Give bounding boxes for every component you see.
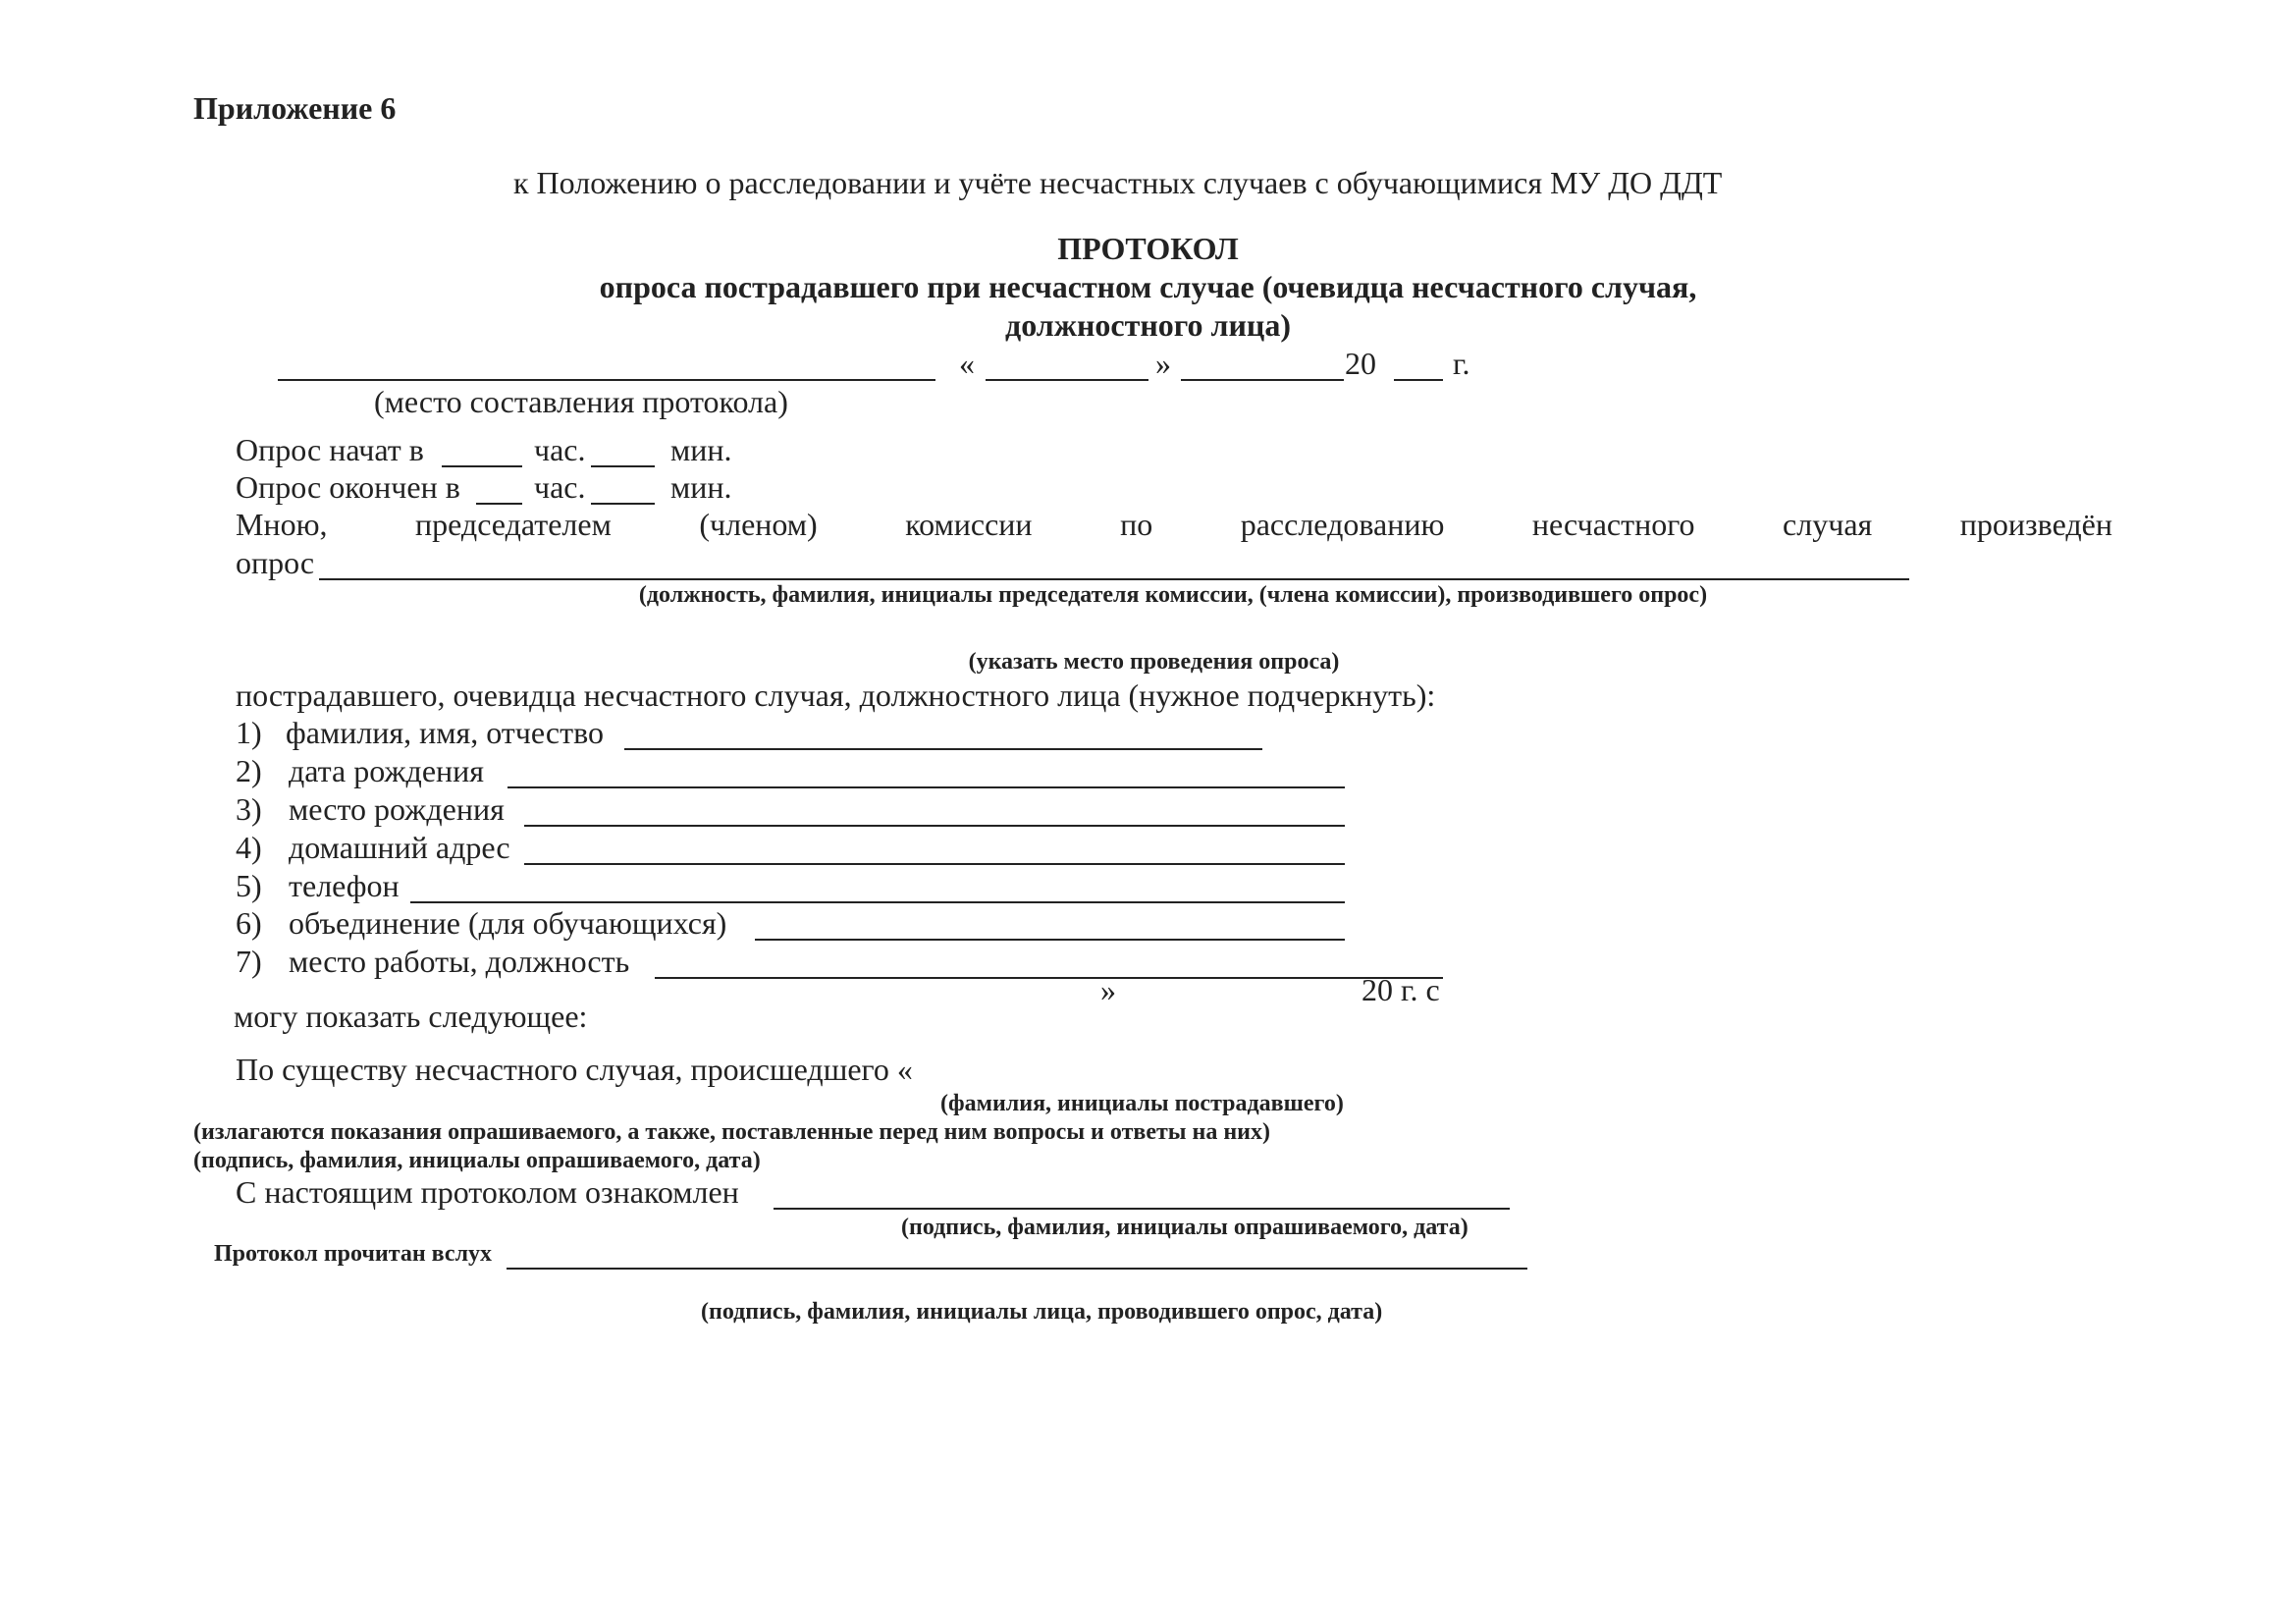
year-blank — [1394, 379, 1443, 381]
field-number: 7) — [236, 944, 262, 979]
victim-caption: (фамилия, инициалы пострадавшего) — [940, 1091, 1344, 1116]
field-birth-place-blank — [524, 825, 1345, 827]
opros-label: опрос — [236, 545, 315, 580]
interviewer-caption: (должность, фамилия, инициалы председателя комиссии, (члена комиссии), производившего опрос) — [638, 582, 1708, 608]
time-ended-label: Опрос окончен в — [236, 469, 460, 505]
field-association-label: объединение (для обучающихся) — [289, 905, 727, 941]
reference-line: к Положению о расследовании и учёте несчастных случаев с обучающимися МУ ДО ДДТ — [513, 165, 1723, 200]
can-show-text: могу показать следующее: — [234, 999, 588, 1034]
field-birth-place-label: место рождения — [289, 791, 505, 827]
month-blank — [1181, 379, 1344, 381]
field-full-name-blank — [624, 748, 1262, 750]
interviewer-word: комиссии — [905, 507, 1033, 542]
interview-place-caption: (указать место проведения опроса) — [968, 649, 1340, 675]
familiarized-text: С настоящим протоколом ознакомлен — [236, 1174, 739, 1210]
place-caption: (место составления протокола) — [374, 384, 788, 419]
appendix-label: Приложение 6 — [193, 90, 397, 126]
testimony-year-with: 20 г. с — [1362, 972, 1440, 1007]
start-minutes-blank — [591, 465, 655, 467]
field-home-address-label: домашний адрес — [289, 830, 510, 865]
interviewer-word: случая — [1783, 507, 1873, 542]
read-aloud-text: Протокол прочитан вслух — [214, 1241, 493, 1267]
field-number: 1) — [236, 715, 262, 750]
end-hours-blank — [476, 503, 522, 505]
end-hours-unit: час. — [534, 469, 586, 505]
field-number: 2) — [236, 753, 262, 788]
subject-intro: пострадавшего, очевидца несчастного случая, должностного лица (нужное подчеркнуть): — [236, 677, 1436, 713]
protocol-title: ПРОТОКОЛ — [1057, 231, 1239, 266]
interviewer-word: расследованию — [1240, 507, 1445, 542]
start-hours-blank — [442, 465, 522, 467]
date-close-quote: » — [1155, 346, 1171, 381]
interviewer-word: Мною, — [236, 507, 328, 542]
interviewee-signature-caption: (подпись, фамилия, инициалы опрашиваемого, дата) — [193, 1148, 761, 1173]
field-number: 5) — [236, 868, 262, 903]
field-birth-date-blank — [507, 786, 1345, 788]
interviewer-word: несчастного — [1531, 507, 1695, 542]
read-aloud-caption: (подпись, фамилия, инициалы лица, проводившего опрос, дата) — [701, 1299, 1383, 1325]
field-full-name-label: фамилия, имя, отчество — [286, 715, 604, 750]
year-prefix: 20 — [1345, 346, 1376, 381]
date-open-quote: « — [959, 346, 975, 381]
field-phone-blank — [410, 901, 1345, 903]
interviewer-word: произведён — [1959, 507, 2112, 542]
interviewer-word: (членом) — [699, 507, 818, 542]
protocol-subtitle-line1: опроса пострадавшего при несчастном случае (очевидца несчастного случая, — [599, 269, 1697, 304]
interviewer-word: председателем — [415, 507, 612, 542]
field-workplace-blank — [655, 977, 1443, 979]
interviewer-blank — [319, 578, 1909, 580]
testimony-quote-close: » — [1100, 972, 1116, 1007]
time-started-label: Опрос начат в — [236, 432, 424, 467]
start-minutes-unit: мин. — [670, 432, 732, 467]
field-birth-date-label: дата рождения — [289, 753, 484, 788]
start-hours-unit: час. — [534, 432, 586, 467]
end-minutes-blank — [591, 503, 655, 505]
field-number: 3) — [236, 791, 262, 827]
essence-text: По существу несчастного случая, происшедшего « — [236, 1052, 913, 1087]
read-aloud-blank — [507, 1268, 1527, 1270]
field-home-address-blank — [524, 863, 1345, 865]
interviewer-word: по — [1120, 507, 1153, 542]
field-number: 6) — [236, 905, 262, 941]
day-blank — [986, 379, 1148, 381]
interviewer-line — [236, 507, 2112, 543]
statement-caption: (излагаются показания опрашиваемого, а также, поставленные перед ним вопросы и ответы на них) — [193, 1119, 1270, 1145]
familiarized-blank — [774, 1208, 1510, 1210]
familiarized-caption: (подпись, фамилия, инициалы опрашиваемого, дата) — [901, 1215, 1468, 1240]
field-number: 4) — [236, 830, 262, 865]
field-phone-label: телефон — [289, 868, 400, 903]
field-association-blank — [755, 939, 1345, 941]
end-minutes-unit: мин. — [670, 469, 732, 505]
place-blank — [278, 379, 935, 381]
year-suffix: г. — [1453, 346, 1470, 381]
field-workplace-label: место работы, должность — [289, 944, 630, 979]
protocol-subtitle-line2: должностного лица) — [1005, 307, 1291, 343]
